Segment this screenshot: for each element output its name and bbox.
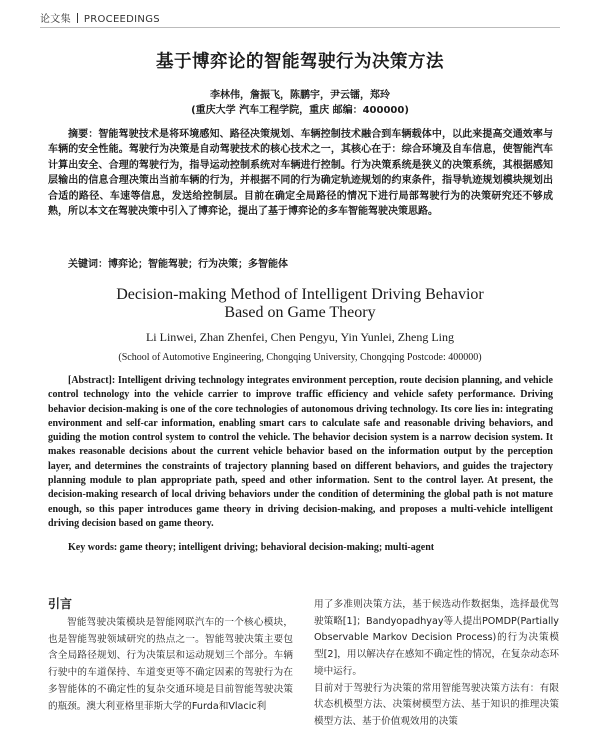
running-header [40,10,160,25]
chinese-keywords-label: 关键词： [68,259,108,270]
header-separator [77,13,78,23]
header-section: 论文集 [40,14,71,25]
english-keywords-text: game theory; intelligent driving; behavioral decision-making; multi-agent [117,542,435,553]
chinese-abstract [48,127,553,219]
intro-right-paragraph-2: 目前对于驾驶行为决策的常用智能驾驶决策方法有：有限状态机模型方法、决策树模型方法、基于知识的推理决策模型方法、基于价值观效用的决策 [314,682,559,727]
header-journal: PROCEEDINGS [83,14,160,25]
chinese-keywords-text: 博弈论；智能驾驶；行为决策；多智能体 [108,259,288,270]
english-affiliation: (School of Automotive Engineering, Chongqing University, Chongqing Postcode: 400000) [118,352,482,363]
english-keywords-label: Key words: [68,542,118,553]
header-rule [40,27,560,28]
intro-right-paragraph-1: 用了多准则决策方法，基于候选动作数据集，选择最优驾驶策略[1]；Bandyopadhyay等人提出POMDP(Partially Observable Markov Decision Process)的行为决策模型[2]，用以解决存在感知不确定性的情况，在复杂动态环境中运行。 [314,599,559,677]
intro-right-column [314,597,559,731]
english-keywords [68,542,434,553]
english-abstract-label: [Abstract]: [68,375,116,386]
english-abstract [48,374,553,531]
english-title-line1: Decision-making Method of Intelligent Driving Behavior [116,286,484,303]
intro-left-column: 智能驾驶决策模块是智能网联汽车的一个核心模块，也是智能驾驶领域研究的热点之一。智能驾驶决策主要包含全局路径规划、行为决策层和运动规划三个部分。车辆行驶中的车道保持、车道变更等不确定因素的驾驶行为在多智能体的不确定性的复杂交通环境是目前智能驾驶决策的瓶颈。澳大利亚格里菲斯大学的Furda和Vlacic利 [48,617,293,712]
english-authors: Li Linwei, Zhan Zhenfei, Chen Pengyu, Yin Yunlei, Zheng Ling [145,330,455,344]
section-title-introduction: 引言 [48,597,73,611]
chinese-authors: 李林伟，詹振飞，陈鹏宇，尹云镭，郑玲 [210,90,390,101]
english-title [0,286,600,322]
english-abstract-text: Intelligent driving technology integrates environment perception, route decision planning, and vehicle control technology into the vehicle carrier to improve traffic efficiency and vehicle safety performance. Driving behavior decision-making is one of the core technologies of autonomous driving technology. Its core lies in: integrating environment and self-car information, enabling smart cars to calculate safe and reasonable driving behaviors, and guiding the motion control system to control the vehicle. The behavior decision system is a narrow decision system. It makes reasonable decisions about the current vehicle behavior based on the information output by the perception layer, and determines the constraints of trajectory planning based on different behaviors, and guides the trajectory planning module to plan appropriate path, speed and other information. Sent to the control layer. At present, the decision-making research of local driving behaviors under the condition of determining the global path is not mature enough, so this paper introduces game theory in driving decision-making, and proposes a multi-vehicle intelligent driving decision based on game theory. [48,375,553,529]
chinese-affiliation: (重庆大学 汽车工程学院，重庆 邮编：400000) [191,105,409,116]
chinese-title: 基于博弈论的智能驾驶行为决策方法 [156,52,444,72]
english-title-line2: Based on Game Theory [224,304,376,321]
chinese-abstract-label: 摘要： [68,129,99,140]
chinese-keywords [68,255,288,270]
chinese-abstract-text: 智能驾驶技术是将环境感知、路径决策规划、车辆控制技术融合到车辆载体中，以此来提高交通效率与车辆的安全性能。驾驶行为决策是自动驾驶技术的核心技术之一，其核心在于：综合环境及自车信息，使智能汽车计算出安全、合理的驾驶行为，指导运动控制系统对车辆进行控制。行为决策系统是狭义的决策系统，其根据感知层输出的信息合理决策出当前车辆的行为，并根据不同的行为确定轨迹规划的约束条件，指导轨迹规划模块规划出合适的路径、车速等信息，发送给控制层。目前在确定全局路径的情况下进行局部驾驶行为的决策研究还不够成熟，所以本文在驾驶决策中引入了博弈论，提出了基于博弈论的多车智能驾驶决策思路。 [48,129,554,218]
